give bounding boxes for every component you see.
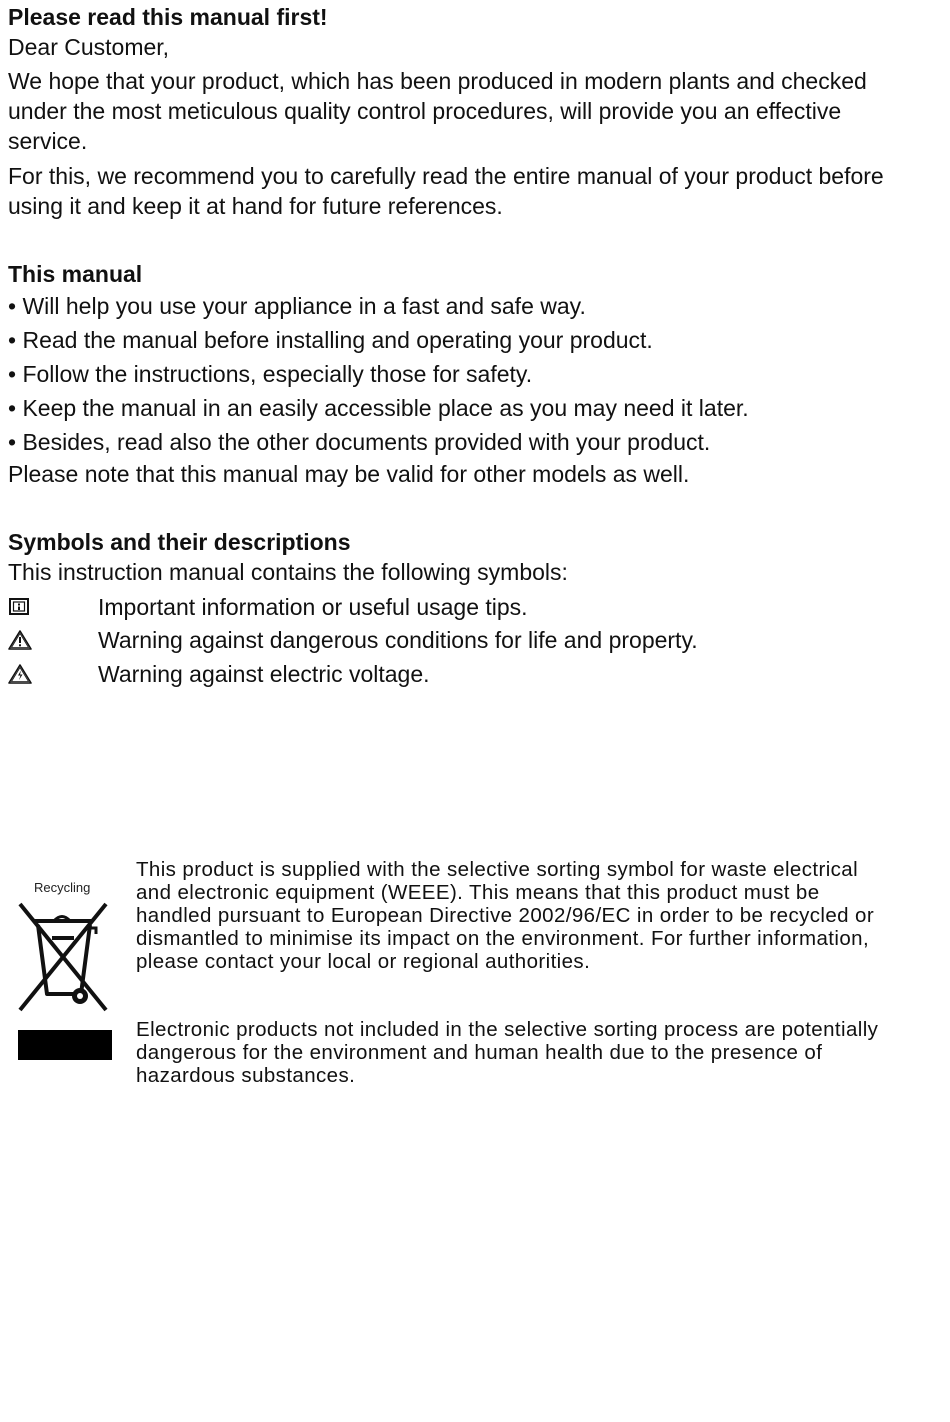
intro-paragraph-1: We hope that your product, which has been produced in modern plants and checked under the most meticulous quality control procedures, will provide you an effective service. bbox=[8, 68, 867, 154]
manual-bullet-list bbox=[8, 289, 749, 459]
bullet-item: • Besides, read also the other documents provided with your product. bbox=[8, 425, 749, 459]
symbol-description: Important information or useful usage tips. bbox=[98, 594, 528, 620]
symbol-description: Warning against electric voltage. bbox=[98, 661, 430, 687]
crossed-out-bin-icon bbox=[14, 894, 114, 1020]
symbols-intro: This instruction manual contains the following symbols: bbox=[8, 559, 568, 585]
page-title: Please read this manual first! bbox=[8, 4, 328, 30]
weee-black-bar bbox=[18, 1030, 112, 1060]
bullet-item: • Will help you use your appliance in a fast and safe way. bbox=[8, 289, 749, 323]
manual-heading: This manual bbox=[8, 261, 143, 287]
info-icon bbox=[8, 596, 32, 618]
symbol-description: Warning against dangerous conditions for life and property. bbox=[98, 627, 698, 653]
symbols-heading: Symbols and their descriptions bbox=[8, 529, 351, 555]
symbol-row-warning bbox=[8, 623, 908, 657]
weee-paragraph-2: Electronic products not included in the selective sorting process are potentially dangerous for the environment and human health due to the presence of hazardous substances. bbox=[136, 1018, 879, 1087]
bullet-item: • Follow the instructions, especially those for safety. bbox=[8, 357, 749, 391]
bullet-item: • Read the manual before installing and operating your product. bbox=[8, 323, 749, 357]
weee-recycling-logo bbox=[14, 880, 118, 1066]
weee-paragraph-1: This product is supplied with the selective sorting symbol for waste electrical and electronic equipment (WEEE). This means that this product must be handled pursuant to European Directive 2002/96/EC in order to be recycled or dismantled to minimise its impact on the environment. For further information, please contact your local or regional authorities. bbox=[136, 858, 875, 973]
validity-note: Please note that this manual may be valid for other models as well. bbox=[8, 461, 690, 487]
recycling-label: Recycling bbox=[34, 880, 91, 895]
symbol-row-electric bbox=[8, 657, 908, 691]
symbol-row-info bbox=[8, 590, 908, 624]
greeting: Dear Customer, bbox=[8, 34, 170, 60]
warning-icon bbox=[8, 629, 32, 651]
electric-warning-icon bbox=[8, 663, 32, 685]
bullet-item: • Keep the manual in an easily accessible place as you may need it later. bbox=[8, 391, 749, 425]
intro-paragraph-2: For this, we recommend you to carefully read the entire manual of your product before using it and keep it at hand for future references. bbox=[8, 163, 884, 219]
